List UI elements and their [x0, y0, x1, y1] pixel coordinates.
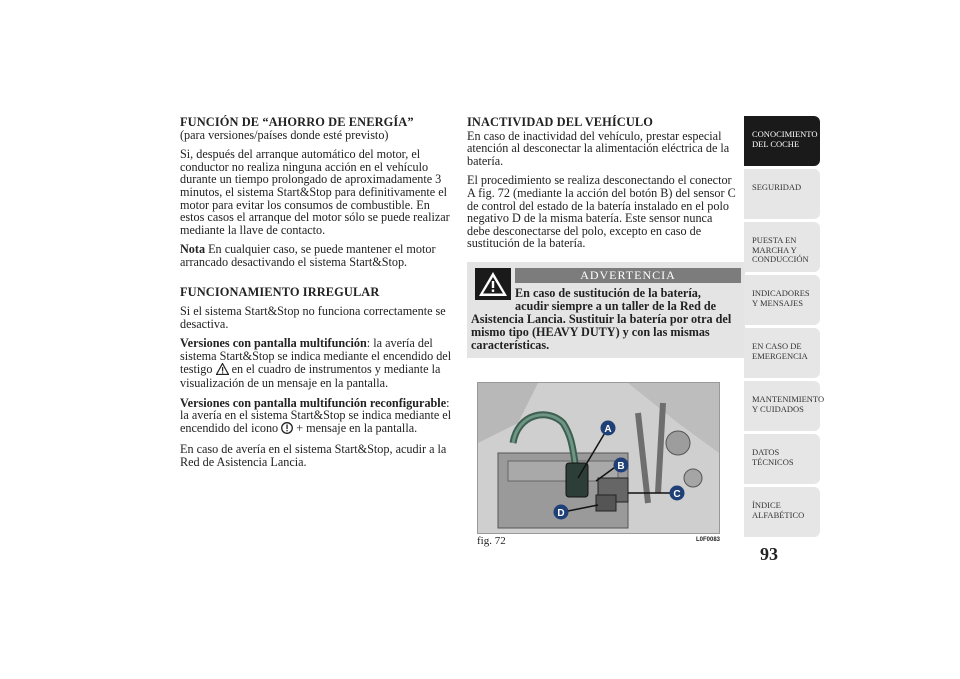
callout-c — [670, 486, 685, 501]
warning-box-icon — [475, 268, 511, 300]
start-stop-icon — [281, 422, 293, 437]
battery-figure — [477, 382, 720, 534]
tab-indicadores[interactable]: INDICADORES Y MENSAJES — [744, 275, 820, 325]
version-label: Versiones con pantalla multifunción — [180, 336, 367, 351]
section-subheading: (para versiones/países donde esté previsto) — [180, 127, 389, 142]
tab-indice[interactable]: ÍNDICE ALFABÉTICO — [744, 487, 820, 537]
section-heading-irregular: FUNCIONAMIENTO IRREGULAR — [180, 284, 380, 299]
callout-d — [554, 505, 569, 520]
callout-b — [614, 458, 629, 473]
tab-mantenimiento[interactable]: MANTENIMIENTO Y CUIDADOS — [744, 381, 820, 431]
paragraph-reconfigurable — [180, 397, 452, 437]
paragraph: El procedimiento se realiza desconectando el conector A fig. 72 (mediante la acción del botón B) del sensor C de control del estado de la batería instalado en el polo negativo D de la misma batería. Este sensor nunca debe desconectarse del polo, excepto en caso de sustitución de la batería. — [467, 173, 736, 251]
left-column — [180, 116, 452, 476]
paragraph-multifunction — [180, 337, 452, 389]
callout-label: A — [604, 424, 612, 435]
figure-caption: fig. 72 — [477, 535, 506, 547]
warning-line-rest: acudir siempre a un taller de la Red de Asistencia Lancia. Sustituir la batería por otra del mismo tipo (HEAVY DUTY) y con las mismas características. — [471, 298, 732, 352]
tab-datos-tecnicos[interactable]: DATOS TÉCNICOS — [744, 434, 820, 484]
text: : la avería en el sistema Start&Stop se indica mediante el encendido del icono — [180, 395, 452, 435]
paragraph: Si el sistema Start&Stop no funciona correctamente se desactiva. — [180, 304, 446, 331]
paragraph: En caso de inactividad del vehículo, prestar especial atención al desconectar la alimentación eléctrica de la batería. — [467, 128, 730, 168]
paragraph: Si, después del arranque automático del motor, el conductor no realiza ninguna acción en el vehículo durante un tiempo prolongado de aproximadamente 3 minutos, el sistema Start&Stop para definitivamente el motor para evitar los consumos de combustible. En estos casos el arranque del motor sólo se puede realizar mediante la llave de contacto. — [180, 147, 450, 237]
warning-triangle-icon — [475, 268, 511, 300]
tab-puesta-en-marcha[interactable]: PUESTA EN MARCHA Y CONDUCCIÓN — [744, 222, 820, 272]
callout-label: B — [617, 461, 625, 472]
right-column — [467, 116, 737, 358]
section-heading-inactivity: INACTIVIDAD DEL VEHÍCULO — [467, 115, 654, 129]
note-label: Nota — [180, 242, 206, 257]
warning-title: ADVERTENCIA — [515, 268, 741, 283]
figure-code: L0F0083 — [696, 537, 721, 543]
warning-text — [471, 287, 741, 352]
chapter-tabs — [744, 116, 825, 540]
tab-emergencia[interactable]: EN CASO DE EMERGENCIA — [744, 328, 820, 378]
callout-label: D — [557, 508, 565, 519]
text: en el cuadro de instrumentos y mediante la visualización de un mensaje en la pantalla. — [180, 361, 441, 391]
callout-a — [601, 421, 616, 436]
warning-triangle-icon — [216, 363, 229, 378]
tab-seguridad[interactable]: SEGURIDAD — [744, 169, 820, 219]
version-label: Versiones con pantalla multifunción reconfigurable — [180, 395, 447, 410]
text: : la avería del sistema Start&Stop se indica mediante el encendido del testigo — [180, 336, 452, 376]
text: + mensaje en la pantalla. — [293, 420, 418, 435]
note-text: En cualquier caso, se puede mantener el motor arrancado desactivando el sistema Start&Stop. — [180, 242, 436, 269]
note-paragraph — [180, 243, 452, 268]
section-heading-energy-saving: FUNCIÓN DE “AHORRO DE ENERGÍA” — [180, 115, 414, 129]
tab-conocimiento-del-coche[interactable]: CONOCIMIENTO DEL COCHE — [744, 116, 820, 166]
warning-box — [467, 262, 745, 358]
paragraph: En caso de avería en el sistema Start&Stop, acudir a la Red de Asistencia Lancia. — [180, 442, 447, 470]
warning-line: En caso de sustitución de la batería, — [515, 285, 701, 300]
page-number: 93 — [760, 544, 778, 564]
callout-label: C — [673, 489, 681, 500]
battery-connector-illustration — [478, 383, 719, 533]
